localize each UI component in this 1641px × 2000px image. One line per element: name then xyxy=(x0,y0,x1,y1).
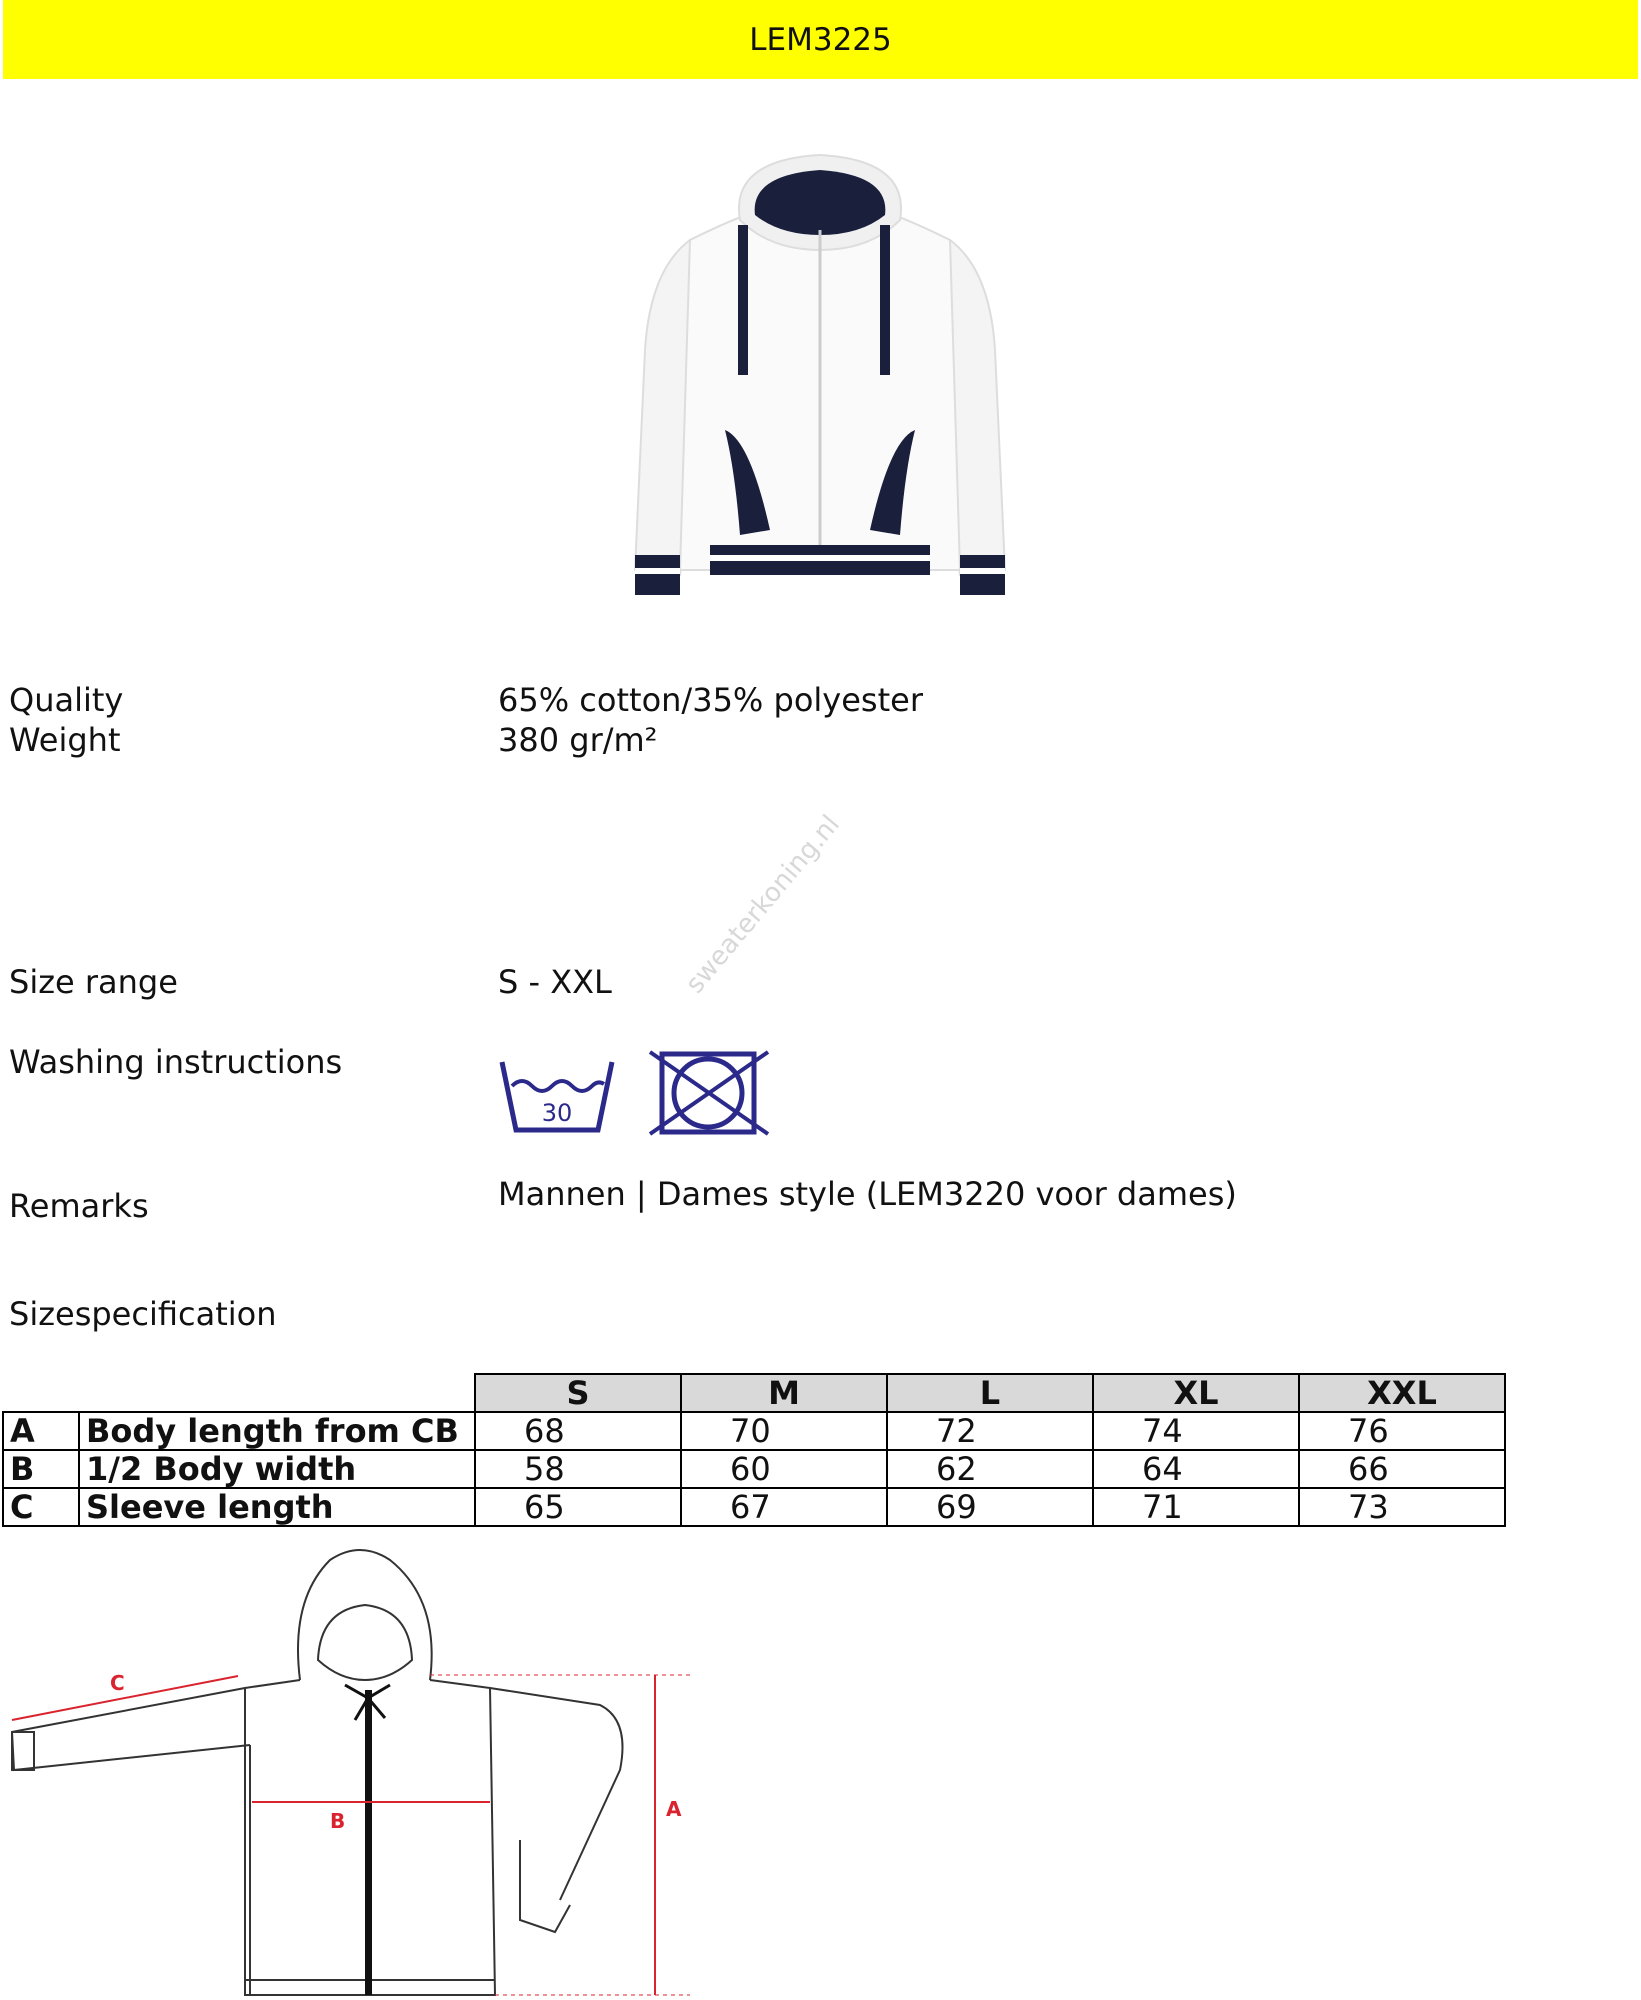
table-row xyxy=(3,1450,1505,1488)
size-col-s: S xyxy=(475,1374,681,1412)
cell: 73 xyxy=(1299,1488,1505,1526)
remarks-value: Mannen | Dames style (LEM3220 voor dames) xyxy=(498,1175,1237,1213)
cell: 69 xyxy=(887,1488,1093,1526)
table-row xyxy=(3,1488,1505,1526)
cell: 67 xyxy=(681,1488,887,1526)
cell: 72 xyxy=(887,1412,1093,1450)
measure-label-b: B xyxy=(330,1809,346,1833)
watermark: sweaterkoning.nl xyxy=(680,809,846,1000)
wash-30-icon xyxy=(498,1058,616,1136)
row-label: Body length from CB xyxy=(79,1412,475,1450)
size-range-label: Size range xyxy=(9,963,178,1001)
cell: 65 xyxy=(475,1488,681,1526)
size-col-l: L xyxy=(887,1374,1093,1412)
no-tumble-dry-icon xyxy=(648,1050,770,1136)
cell: 60 xyxy=(681,1450,887,1488)
remarks-label: Remarks xyxy=(9,1187,149,1225)
cell: 70 xyxy=(681,1412,887,1450)
table-row xyxy=(3,1412,1505,1450)
size-col-xxl: XXL xyxy=(1299,1374,1505,1412)
cell: 64 xyxy=(1093,1450,1299,1488)
hoodie-photo xyxy=(630,150,1010,620)
quality-label: Quality xyxy=(9,681,124,719)
cell: 76 xyxy=(1299,1412,1505,1450)
size-range-value: S - XXL xyxy=(498,963,612,1001)
row-code: C xyxy=(3,1488,79,1526)
washing-label: Washing instructions xyxy=(9,1043,343,1081)
measure-label-c: C xyxy=(110,1671,125,1695)
cell: 66 xyxy=(1299,1450,1505,1488)
cell: 58 xyxy=(475,1450,681,1488)
size-table xyxy=(2,1373,1506,1527)
quality-value: 65% cotton/35% polyester xyxy=(498,681,923,719)
measurement-drawing xyxy=(0,1540,700,2000)
sizespec-title: Sizespecification xyxy=(9,1295,277,1333)
cell: 71 xyxy=(1093,1488,1299,1526)
row-label: Sleeve length xyxy=(79,1488,475,1526)
size-header-row xyxy=(3,1374,1505,1412)
size-col-xl: XL xyxy=(1093,1374,1299,1412)
cell: 68 xyxy=(475,1412,681,1450)
row-code: A xyxy=(3,1412,79,1450)
wash-temp-text: 30 xyxy=(541,1099,573,1127)
weight-label: Weight xyxy=(9,721,121,759)
weight-value: 380 gr/m² xyxy=(498,721,658,759)
row-label: 1/2 Body width xyxy=(79,1450,475,1488)
size-col-m: M xyxy=(681,1374,887,1412)
cell: 74 xyxy=(1093,1412,1299,1450)
product-code: LEM3225 xyxy=(749,21,892,58)
header-title-bar xyxy=(3,0,1638,79)
row-code: B xyxy=(3,1450,79,1488)
measure-label-a: A xyxy=(666,1797,682,1821)
cell: 62 xyxy=(887,1450,1093,1488)
